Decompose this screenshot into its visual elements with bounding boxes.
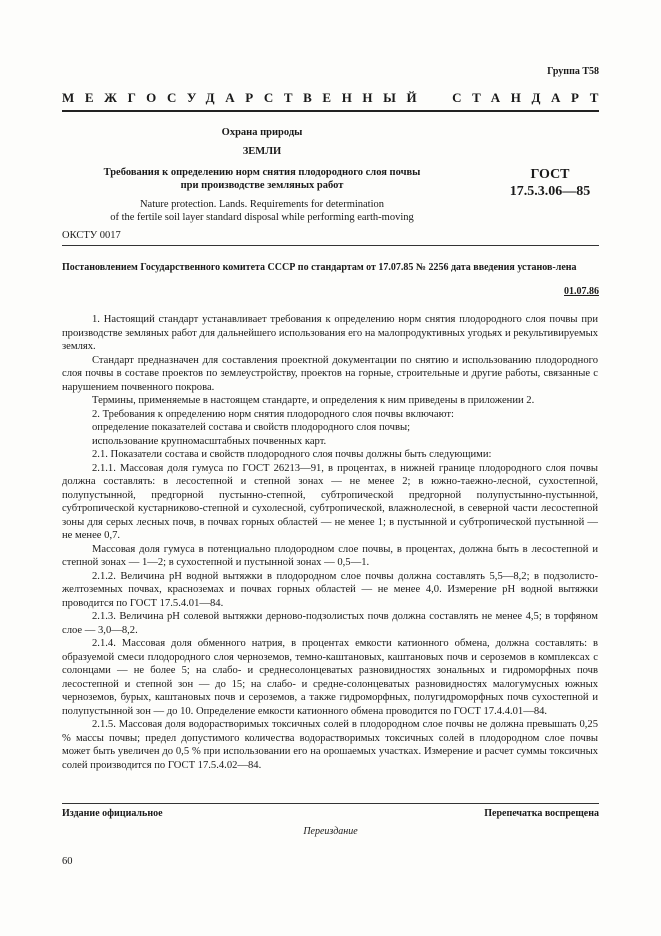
reissue-label: Переиздание [303, 826, 358, 837]
paragraph: Стандарт предназначен для составления проектной документации по снятию и использованию плодородного слоя почвы в составе проектов по землеустройству, проектов на горные, строительные и другие работы, связанные с нарушением почвенного покрова. [62, 354, 598, 393]
paragraph: 2.1. Показатели состава и свойств плодородного слоя почвы должны быть следующими: [92, 449, 492, 460]
official-edition-label: Издание официальное [62, 808, 163, 819]
paragraph: 2.1.5. Массовая доля водорастворимых токсичных солей в плодородном слое почвы не должна превышать 0,25 % массы почвы; предел допустимого количества водорастворимых токсичных солей в плодородном слое почвы может быть увеличен до 0,5 % при использовании его на орошаемых участках. Измерение и расчет суммы токсичных солей производится по ГОСТ 17.5.4.02—84. [62, 719, 598, 771]
document-body [62, 313, 598, 772]
banner-rule [62, 110, 599, 112]
paragraph: 1. Настоящий стандарт устанавливает требования к определению норм снятия плодородного слоя почвы при производстве земляных работ для дальнейшего использования его на малопродуктивных угодьях и рекультивируемых землях. [62, 314, 598, 352]
gost-number: 17.5.3.06—85 [509, 184, 591, 199]
title-english-line-1: Nature protection. Lands. Requirements for determination [139, 199, 385, 210]
paragraph: использование крупномасштабных почвенных карт. [92, 435, 327, 447]
reprint-prohibited-label: Перепечатка воспрещена [484, 808, 599, 819]
banner-interstate: МЕЖГОСУДАРСТВЕННЫЙ [62, 90, 428, 105]
banner-standard: СТАНДАРТ [452, 90, 609, 105]
group-code: Группа Т58 [547, 66, 599, 77]
paragraph: 2.1.3. Величина pH солевой вытяжки дерново-подзолистых почв должна составлять не менее 4,5; в торфяном слое — 3,0—8,2. [62, 611, 598, 636]
paragraph: Массовая доля гумуса в потенциально плодородном слое почвы, в процентах, должна быть в лесостепной и степной зонах — 1—2; в сухостепной и пустынной зонах — 0,5—1. [62, 543, 598, 568]
decree-text: Постановлением Государственного комитета СССР по стандартам от 17.07.85 № 2256 дата введения установ-лена [62, 262, 577, 273]
standard-banner [62, 90, 609, 106]
title-russian-line-2: при производстве земляных работ [180, 180, 344, 191]
subject-heading: Охрана природы [221, 127, 303, 138]
gost-label: ГОСТ [530, 167, 570, 182]
subsubject-heading: ЗЕМЛИ [242, 146, 282, 157]
paragraph: 2. Требования к определению норм снятия плодородного слоя почвы включают: [92, 408, 454, 420]
paragraph: Термины, применяемые в настоящем стандарте, и определения к ним приведены в приложении 2. [92, 395, 535, 406]
paragraph: 2.1.4. Массовая доля обменного натрия, в процентах емкости катионного обмена, должна составлять: в образуемой смеси плодородного слоя черноземов, темно-каштановых, каштановых почв и сероземов в комплексах с солонцами — не более 5; на слабо- и среднесолонцеватых разновидностях зональных и гидроморфных почв лесостепной и степной зон — до 15; на слабо- и средне-солонцеватых разновидностях малогумусных южных черноземов, бурых, каштановых почв и сероземов, а также гидроморфных, полугидроморфных почв сухостепной и полупустынной зон — до 10. Определение емкости катионного обмена проводится по ГОСТ 17.4.4.01—84. [62, 638, 598, 717]
effective-date: 01.07.86 [564, 286, 599, 297]
okstu-rule [62, 245, 599, 246]
paragraph: 2.1.2. Величина pH водной вытяжки в плодородном слое почвы должна составлять 5,5—8,2; в подзолисто-желтоземных почвах, красноземах и почвах горных областей — не менее 4,0. Измерение pH водной вытяжки проводится по ГОСТ 17.5.4.01—84. [62, 570, 598, 609]
title-russian-line-1: Требования к определению норм снятия плодородного слоя почвы [103, 167, 421, 178]
paragraph: определение показателей состава и свойств плодородного слоя почвы; [92, 422, 411, 433]
title-english-line-2: of the fertile soil layer standard disposal while performing earth-moving [110, 212, 414, 223]
page-number: 60 [62, 856, 73, 867]
paragraph: 2.1.1. Массовая доля гумуса по ГОСТ 26213—91, в процентах, в нижней границе плодородного слоя почвы должна составлять: в лесостепной и степной зонах — не менее 2; в южно-таежно-лесной, сухостепной, полупустынной, предгорной пустынно-степной, субтропической предгорной полупустынно-пустынной, субтропической кустарниково-степной и сухолесной, субтропической, влажнолесной, в северной части лесостепной зоны для серых лесных почв, в почвах горных областей — не менее 1; в пустынной и субтропической пустынной — не менее 0,7. [62, 462, 598, 541]
okstu-code: ОКСТУ 0017 [62, 230, 121, 241]
footer-rule [62, 803, 599, 804]
